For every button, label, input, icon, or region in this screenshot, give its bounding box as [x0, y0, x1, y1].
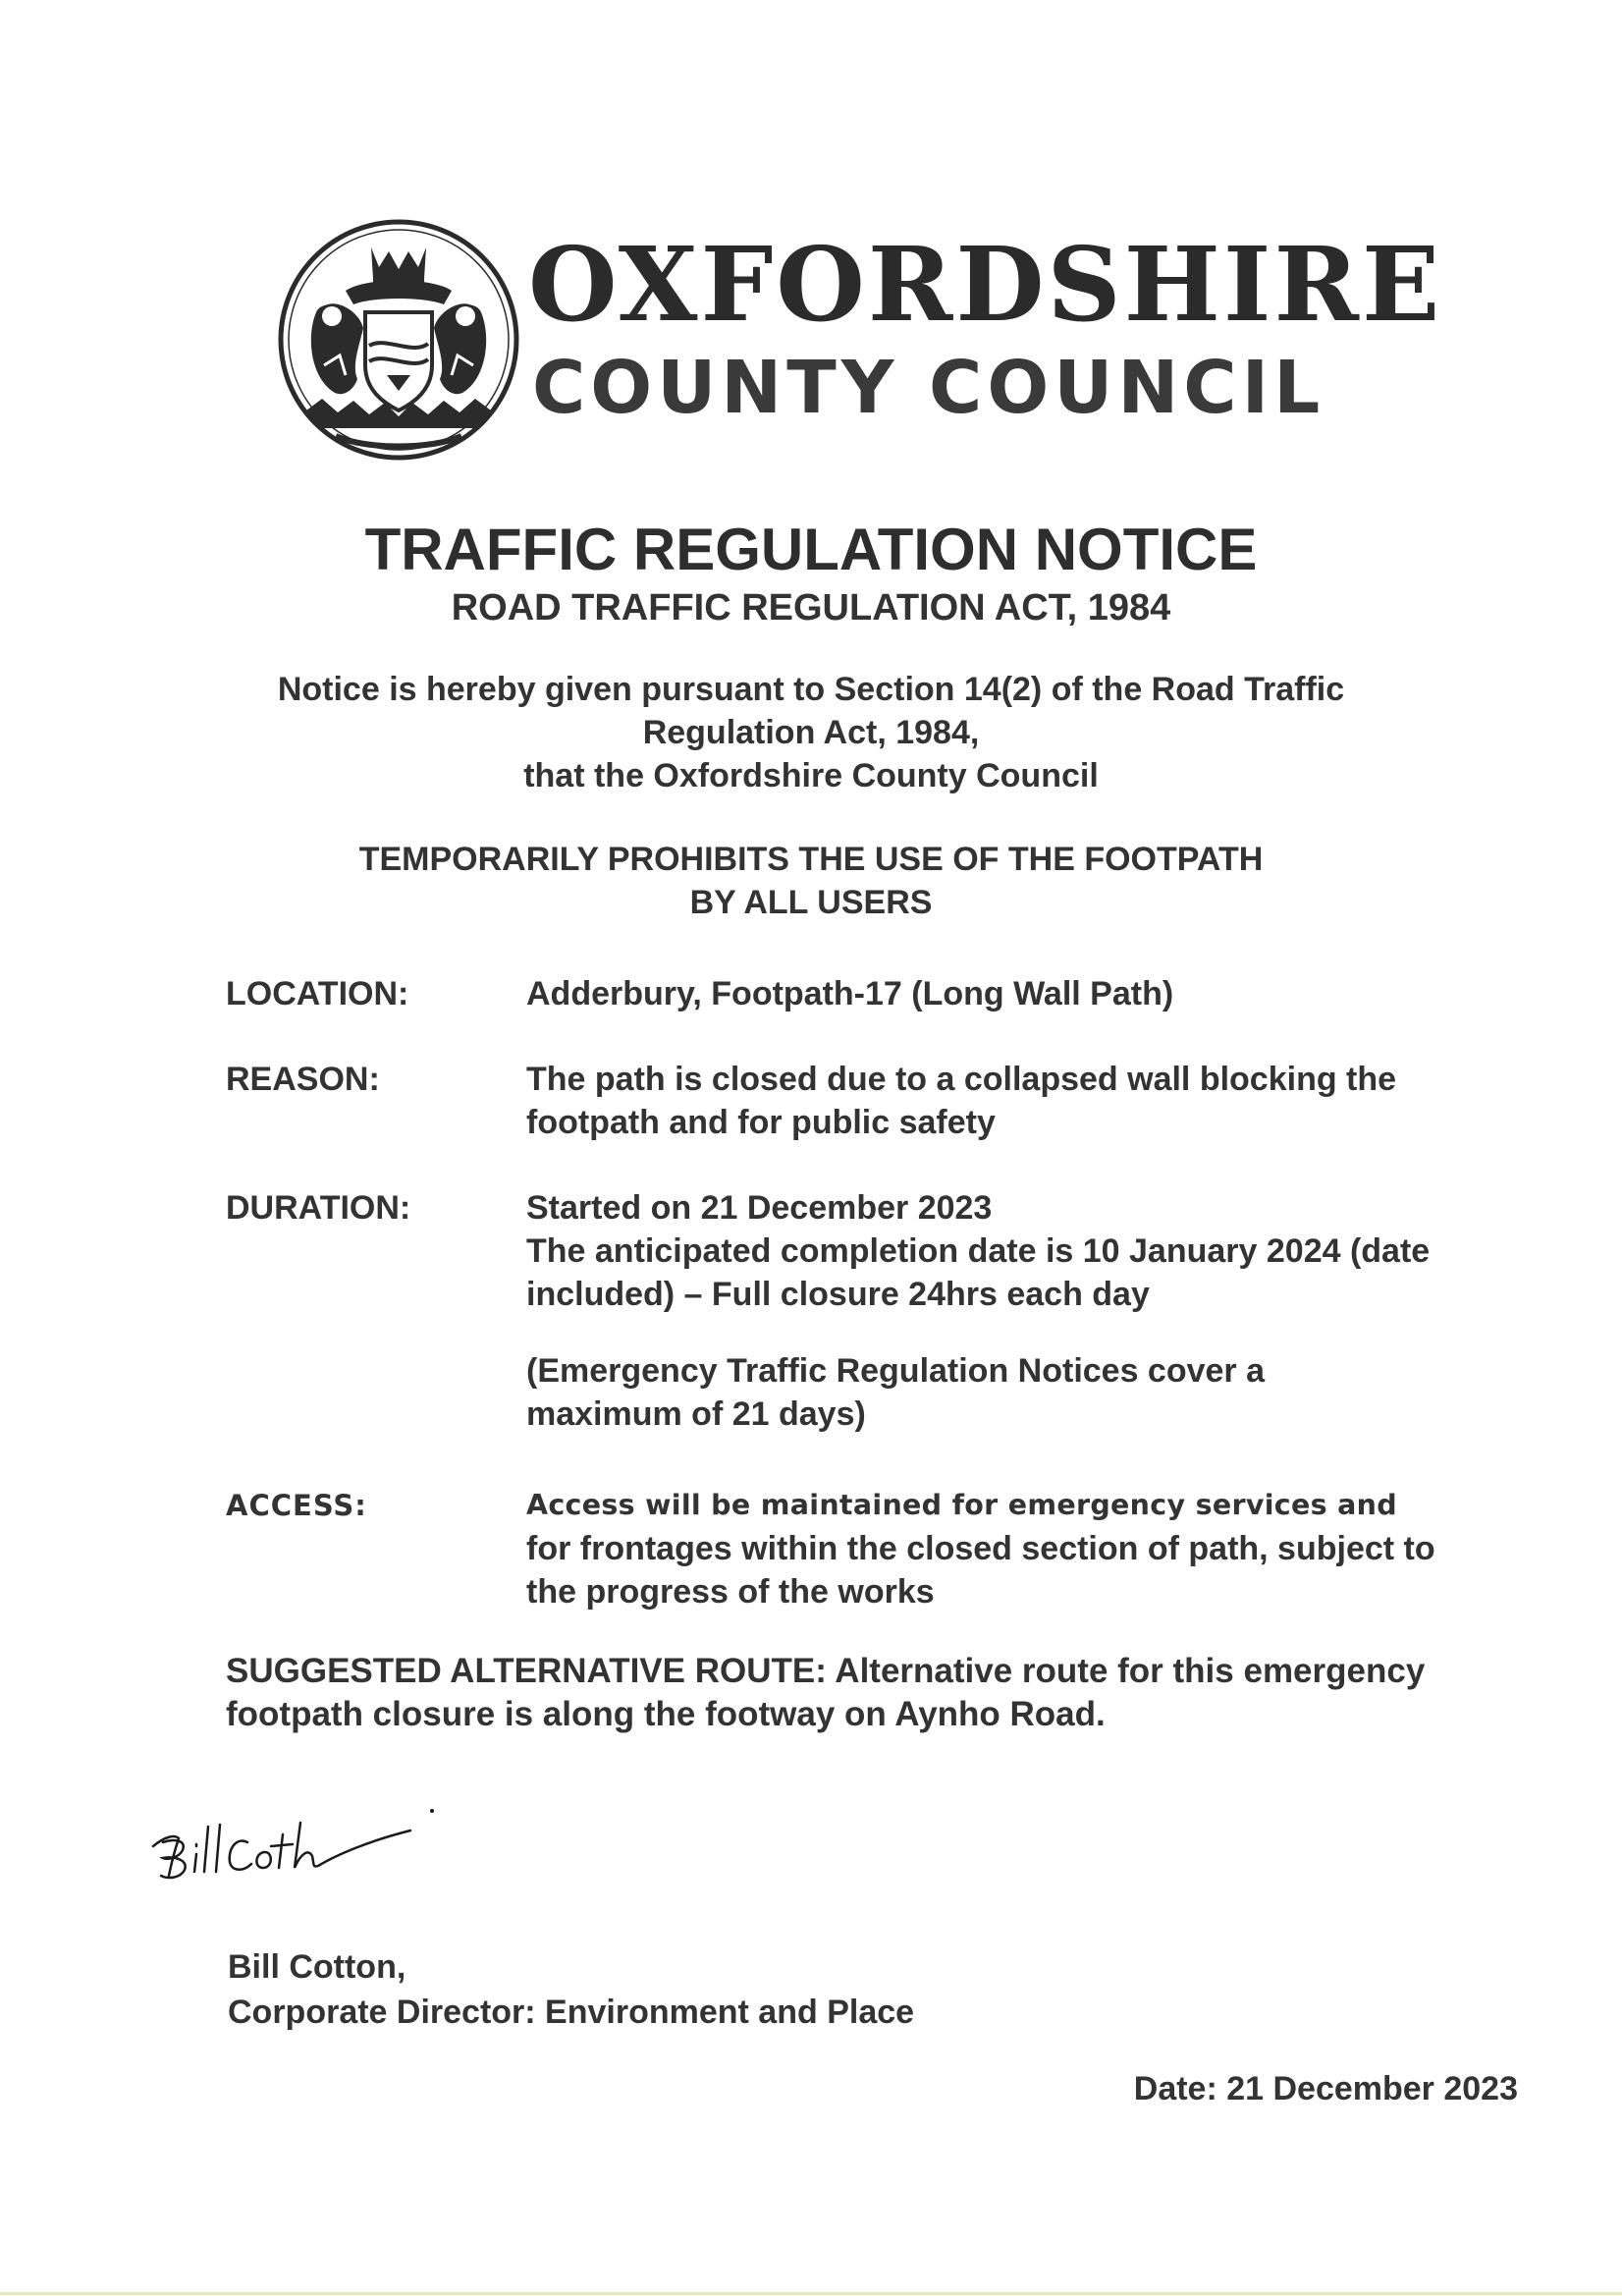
access-value	[526, 1484, 1547, 1613]
duration-value	[526, 1186, 1547, 1436]
signatory-block	[228, 1944, 914, 2035]
reason-value	[526, 1058, 1547, 1144]
intro-line: Regulation Act, 1984,	[642, 714, 980, 751]
signatory-role: Corporate Director: Environment and Place	[228, 1994, 915, 2031]
alternative-route-label: SUGGESTED ALTERNATIVE ROUTE:	[226, 1652, 827, 1690]
access-line: Access will be maintained for emergency services and	[526, 1489, 1397, 1521]
brand-name-line2: COUNTY COUNCIL	[532, 346, 1325, 430]
prohibition-line: BY ALL USERS	[689, 884, 933, 921]
emergency-note-line: maximum of 21 days)	[526, 1395, 866, 1433]
location-label: LOCATION:	[226, 975, 409, 1012]
emergency-note-line: (Emergency Traffic Regulation Notices cover a	[526, 1352, 1266, 1390]
access-label: ACCESS:	[226, 1489, 367, 1522]
access-line: for frontages within the closed section of path, subject to	[526, 1530, 1435, 1567]
scan-edge-line	[0, 2292, 1622, 2295]
intro-line: Notice is hereby given pursuant to Section 14(2) of the Road Traffic	[277, 671, 1345, 708]
alternative-route-text: Alternative route for this emergency	[826, 1652, 1426, 1690]
page-subtitle: ROAD TRAFFIC REGULATION ACT, 1984	[451, 587, 1171, 629]
intro-line: that the Oxfordshire County Council	[523, 757, 1099, 794]
signatory-name: Bill Cotton,	[228, 1948, 406, 1986]
location-value: Adderbury, Footpath-17 (Long Wall Path)	[526, 975, 1174, 1012]
prohibition-statement	[0, 838, 1622, 924]
duration-line: Started on 21 December 2023	[526, 1189, 993, 1227]
duration-label: DURATION:	[226, 1189, 411, 1227]
duration-line: The anticipated completion date is 10 January 2024 (date	[526, 1232, 1431, 1270]
duration-line: included) – Full closure 24hrs each day	[526, 1276, 1150, 1313]
oxfordshire-crest-logo	[277, 218, 520, 462]
intro-paragraph	[0, 668, 1622, 797]
access-line: the progress of the works	[526, 1573, 935, 1611]
reason-line: footpath and for public safety	[526, 1104, 996, 1141]
alternative-route-text: footpath closure is along the footway on Aynho Road.	[226, 1695, 1106, 1733]
notice-date: Date: 21 December 2023	[1133, 2070, 1518, 2107]
alternative-route	[226, 1650, 1551, 1736]
brand-name-line1: OXFORDSHIRE	[528, 224, 1443, 345]
prohibition-line: TEMPORARILY PROHIBITS THE USE OF THE FOOTPATH	[358, 841, 1264, 878]
handwritten-signature	[145, 1777, 460, 1886]
page-title: TRAFFIC REGULATION NOTICE	[364, 517, 1258, 582]
reason-label: REASON:	[226, 1061, 380, 1098]
reason-line: The path is closed due to a collapsed wall blocking the	[526, 1061, 1397, 1098]
